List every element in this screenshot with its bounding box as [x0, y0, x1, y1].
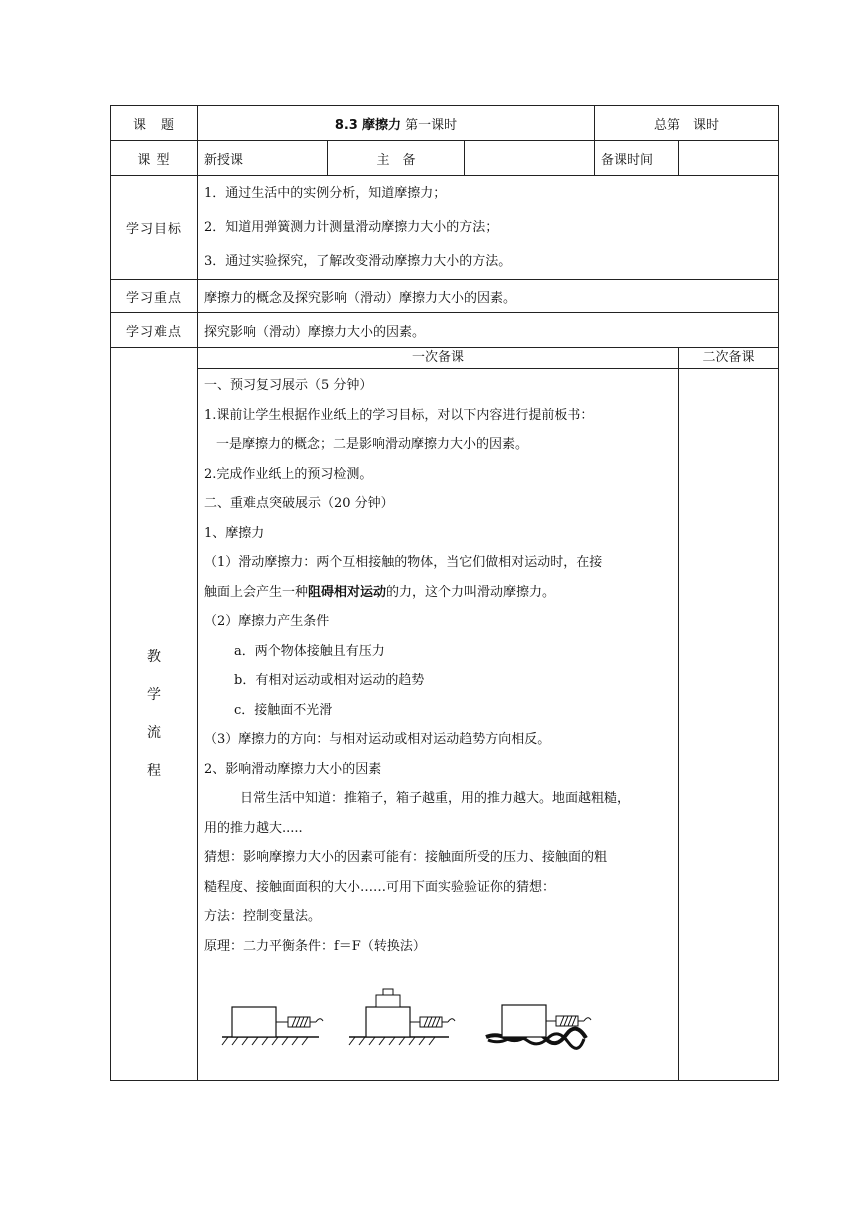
list-item: b．有相对运动或相对运动的趋势 [234, 673, 425, 688]
text-line: 一是摩擦力的概念；二是影响滑动摩擦力大小的因素。 [216, 437, 529, 452]
key-points-row [111, 280, 779, 313]
friction-experiment-diagram [204, 983, 604, 1053]
list-item: c．接触面不光滑 [234, 702, 333, 718]
difficulties-row [111, 313, 779, 348]
text-line: 日常生活中知道：推箱子，箱子越重，用的推力越大。地面越粗糙， [240, 791, 631, 806]
type-label: 课 型 [111, 141, 198, 176]
second-prep-cell [679, 348, 779, 1081]
text-line: 1.课前让学生根据作业纸上的学习目标，对以下内容进行提前板书： [204, 407, 594, 423]
lesson-plan-table [110, 105, 779, 1081]
emphasis-text: 阻碍相对运动 [308, 584, 387, 600]
lesson-title [198, 106, 595, 141]
difficulties-label: 学习难点 [111, 313, 198, 348]
process-label-char: 流 [147, 725, 161, 741]
goal-item: 1．通过生活中的实例分析，知道摩擦力； [204, 185, 447, 201]
first-prep-body [198, 369, 678, 1053]
setup-plain-surface [222, 1007, 323, 1045]
lesson-topic: 摩擦力 [362, 117, 402, 133]
key-points-text: 摩擦力的概念及探究影响（滑动）摩擦力大小的因素。 [198, 280, 779, 313]
block [502, 1005, 546, 1037]
subsection-heading: 1、摩擦力 [204, 525, 265, 541]
goal-item: 2．知道用弹簧测力计测量滑动摩擦力大小的方法； [204, 219, 499, 235]
prep-time-label: 备课时间 [595, 141, 679, 176]
process-label [111, 348, 198, 1081]
lesson-session: 第一课时 [405, 117, 458, 133]
section-heading: 二、重难点突破展示（20 分钟） [204, 496, 394, 511]
subject-label: 课 题 [111, 106, 198, 141]
text-line: （2）摩擦力产生条件 [204, 614, 330, 629]
setup-added-weight [349, 989, 455, 1045]
goal-item: 3．通过实验探究，了解改变滑动摩擦力大小的方法。 [204, 253, 512, 269]
difficulties-text: 探究影响（滑动）摩擦力大小的因素。 [198, 313, 779, 348]
text-line: 糙程度、接触面面积的大小……可用下面实验验证你的猜想： [204, 879, 556, 895]
first-prep-header: 一次备课 [198, 348, 678, 369]
block [366, 1007, 410, 1037]
weight [376, 995, 400, 1007]
lead-label: 主 备 [328, 141, 465, 176]
text-line: 猜想：影响摩擦力大小的因素可能有：接触面所受的压力、接触面的粗 [204, 850, 608, 865]
text-fragment: 触面上会产生一种 [204, 584, 309, 600]
section-heading: 一、预习复习展示（5 分钟） [204, 378, 373, 393]
key-points-label: 学习重点 [111, 280, 198, 313]
prep-time-value [679, 141, 779, 176]
text-line: 原理：二力平衡条件：f＝F（转换法） [204, 938, 426, 954]
text-line: （1）滑动摩擦力：两个互相接触的物体，当它们做相对运动时，在接 [204, 555, 603, 570]
block [232, 1007, 276, 1037]
text-line: （3）摩擦力的方向：与相对运动或相对运动趋势方向相反。 [204, 732, 551, 747]
text-line [204, 578, 672, 608]
process-row [111, 348, 779, 1081]
goals-label: 学习目标 [111, 176, 198, 280]
list-item: a．两个物体接触且有压力 [234, 643, 385, 659]
second-prep-header: 二次备课 [679, 348, 778, 369]
first-prep-cell [198, 348, 679, 1081]
total-lessons: 总第 课时 [595, 106, 779, 141]
goals-row [111, 176, 779, 280]
type-value: 新授课 [198, 141, 328, 176]
goals-content [198, 176, 779, 280]
process-label-char: 学 [147, 687, 161, 703]
process-label-char: 程 [147, 763, 161, 779]
text-line: 2.完成作业纸上的预习检测。 [204, 466, 373, 482]
lead-value [465, 141, 595, 176]
text-fragment: 的力，这个力叫滑动摩擦力。 [386, 584, 556, 600]
setup-rough-surface [486, 1005, 591, 1048]
subsection-heading: 2、影响滑动摩擦力大小的因素 [204, 761, 382, 777]
process-label-char: 教 [147, 649, 161, 665]
lesson-number: 8.3 [334, 117, 358, 133]
text-line: 方法：控制变量法。 [204, 909, 322, 924]
subject-row [111, 106, 779, 141]
type-row [111, 141, 779, 176]
text-line: 用的推力越大..... [204, 820, 303, 836]
